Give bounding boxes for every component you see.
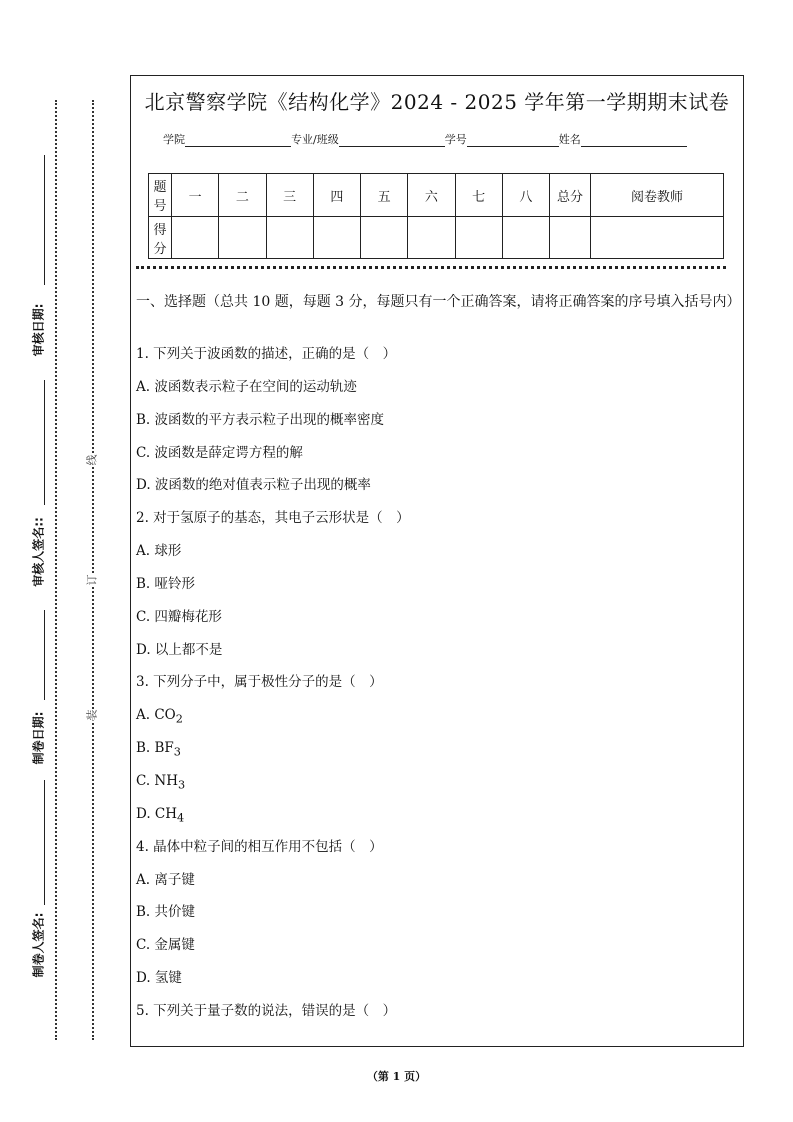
option-label: A. CO [136, 707, 176, 724]
score-cell[interactable] [313, 217, 360, 259]
score-cell[interactable] [591, 217, 724, 259]
maker-sign-label: 制卷人签名: [31, 912, 46, 978]
subscript: 2 [175, 712, 183, 726]
reviewer-date-label: 审核日期: [31, 303, 46, 357]
header-cell: 题号 [149, 174, 172, 217]
signature-line [44, 610, 45, 700]
college-field[interactable] [185, 132, 291, 147]
option: A. 球形 [136, 543, 182, 560]
major-field[interactable] [339, 132, 445, 147]
option [136, 732, 410, 765]
dotted-divider [136, 266, 726, 269]
header-cell: 四 [313, 174, 360, 217]
option: C. 波函数是薛定谔方程的解 [136, 444, 303, 461]
cut-line-char: 装 [85, 709, 99, 721]
score-cell[interactable] [502, 217, 549, 259]
question-stem: 3. 下列分子中，属于极性分子的是（ ） [136, 674, 383, 691]
option: B. 哑铃形 [136, 575, 196, 592]
dotted-margin-line [55, 100, 57, 1040]
option: C. 四瓣梅花形 [136, 608, 222, 625]
score-cell[interactable] [266, 217, 313, 259]
option-label: C. NH [136, 772, 179, 789]
subscript: 3 [173, 745, 181, 759]
signature-line [44, 780, 45, 905]
option [136, 798, 410, 831]
header-cell: 总分 [550, 174, 591, 217]
option: D. 波函数的绝对值表示粒子出现的概率 [136, 477, 371, 494]
binding-dotted-line [92, 100, 94, 1040]
score-cell[interactable] [361, 217, 408, 259]
exam-title: 北京警察学院《结构化学》2024 - 2025 学年第一学期期末试卷 [144, 90, 730, 114]
college-label: 学院 [163, 133, 185, 146]
option-label: B. BF [136, 740, 174, 757]
maker-date-label: 制卷日期: [31, 711, 46, 765]
page-number: （第 1 页） [366, 1070, 427, 1083]
name-field[interactable] [581, 132, 687, 147]
score-cell[interactable] [219, 217, 266, 259]
option: A. 离子键 [136, 871, 195, 888]
option [136, 699, 410, 732]
cut-line-char: 线 [85, 454, 99, 466]
student-id-label: 学号 [444, 133, 467, 146]
signature-line [44, 155, 45, 285]
option: C. 金属键 [136, 937, 195, 954]
section-heading: 一、选择题（总共 10 题，每题 3 分，每题只有一个正确答案，请将正确答案的序号填入括号内） [136, 294, 741, 310]
header-cell: 二 [219, 174, 266, 217]
score-cell[interactable] [455, 217, 502, 259]
option: B. 波函数的平方表示粒子出现的概率密度 [136, 411, 385, 428]
header-cell: 一 [172, 174, 219, 217]
subscript: 4 [177, 811, 185, 825]
header-cell: 七 [455, 174, 502, 217]
option: B. 共价键 [136, 904, 196, 921]
name-label: 姓名 [558, 133, 581, 146]
header-cell: 六 [408, 174, 455, 217]
header-cell: 八 [502, 174, 549, 217]
option: D. 以上都不是 [136, 641, 223, 658]
question-list [136, 338, 410, 1028]
question-stem: 2. 对于氢原子的基态，其电子云形状是（ ） [136, 510, 410, 527]
option-label: D. CH [136, 805, 178, 822]
reviewer-sign-label: 审核人签名:: [31, 517, 46, 587]
cut-line-char: 订 [85, 574, 99, 586]
question-stem: 4. 晶体中粒子间的相互作用不包括（ ） [136, 838, 383, 855]
score-cell[interactable] [550, 217, 591, 259]
option: D. 氢键 [136, 970, 182, 987]
row-label: 得分 [149, 217, 172, 259]
student-id-field[interactable] [467, 132, 559, 147]
subscript: 3 [178, 778, 186, 792]
student-info [163, 131, 687, 147]
signature-line [44, 380, 45, 505]
header-cell: 阅卷教师 [591, 174, 724, 217]
header-cell: 三 [266, 174, 313, 217]
header-cell: 五 [361, 174, 408, 217]
score-table [148, 173, 724, 259]
option [136, 765, 410, 798]
major-label: 专业/班级 [291, 133, 339, 146]
question-stem: 1. 下列关于波函数的描述，正确的是（ ） [136, 346, 397, 362]
score-cell[interactable] [408, 217, 455, 259]
option: A. 波函数表示粒子在空间的运动轨迹 [136, 378, 357, 395]
question-stem: 5. 下列关于量子数的说法，错误的是（ ） [136, 1002, 397, 1019]
score-cell[interactable] [172, 217, 219, 259]
